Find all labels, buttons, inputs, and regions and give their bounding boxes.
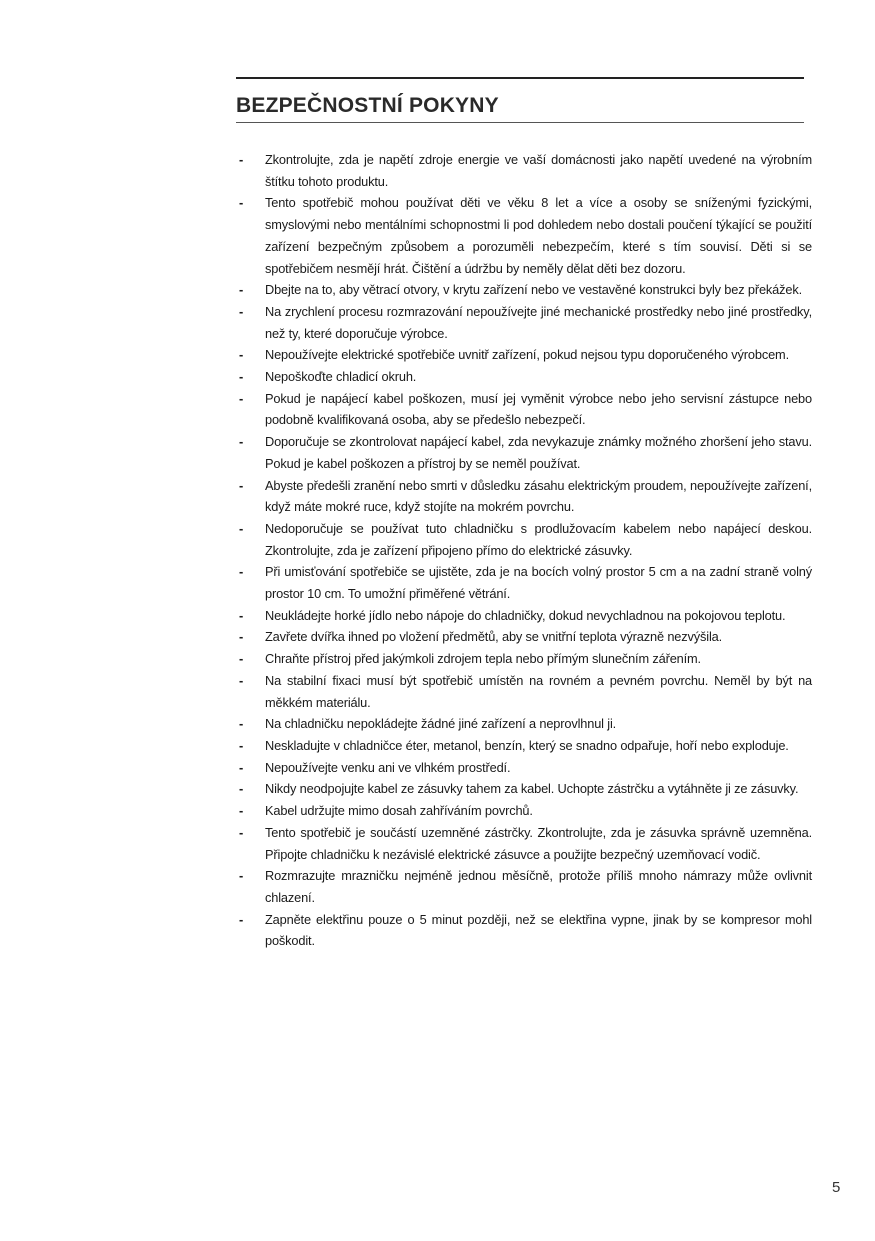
instruction-text: Pokud je napájecí kabel poškozen, musí jej vyměnit výrobce nebo jeho servisní zástupce nebo podobně kvalifikovaná osoba, aby se předešlo nebezpečí. bbox=[265, 390, 812, 428]
instruction-text: Zkontrolujte, zda je napětí zdroje energie ve vaší domácnosti jako napětí uvedené na výrobním štítku tohoto produktu. bbox=[265, 152, 812, 189]
bullet-dash-icon: - bbox=[239, 759, 244, 775]
instruction-text: Chraňte přístroj před jakýmkoli zdrojem tepla nebo přímým slunečním zářením. bbox=[265, 651, 701, 667]
list-item bbox=[236, 149, 812, 192]
instruction-text: Zavřete dvířka ihned po vložení předmětů, aby se vnitřní teplota výrazně nezvýšila. bbox=[265, 629, 723, 645]
list-item bbox=[236, 605, 812, 627]
list-item bbox=[236, 626, 812, 648]
list-item bbox=[236, 475, 812, 518]
bullet-dash-icon: - bbox=[239, 434, 244, 450]
instruction-text: Tento spotřebič mohou používat děti ve věku 8 let a více a osoby se sníženými fyzickými, smyslovými nebo mentálními schopnostmi li pod dohledem nebo dostali poučení týkající se použití zařízení bezpečným způsobem a porozuměli nebezpečím, které s tím souvisí. Děti si se spotřebičem nesmějí hrát. Čištění a údržbu by neměly dělat děti bez dozoru. bbox=[265, 195, 812, 276]
list-item bbox=[236, 518, 812, 561]
bullet-dash-icon: - bbox=[239, 868, 244, 884]
safety-instructions-list bbox=[236, 149, 812, 952]
bullet-dash-icon: - bbox=[239, 347, 244, 363]
bullet-dash-icon: - bbox=[239, 195, 244, 211]
list-item bbox=[236, 670, 812, 713]
bullet-dash-icon: - bbox=[239, 672, 244, 688]
bullet-dash-icon: - bbox=[239, 607, 244, 623]
bullet-dash-icon: - bbox=[239, 737, 244, 753]
instruction-text: Abyste předešli zranění nebo smrti v důsledku zásahu elektrickým proudem, nepoužívejte zařízení, když máte mokré ruce, když stojíte na mokrém povrchu. bbox=[265, 477, 812, 515]
instruction-text: Kabel udržujte mimo dosah zahříváním povrchů. bbox=[265, 803, 533, 819]
bullet-dash-icon: - bbox=[239, 564, 244, 580]
instruction-text: Tento spotřebič je součástí uzemněné zástrčky. Zkontrolujte, zda je zásuvka správně uzemněna. Připojte chladničku k nezávislé elektrické zásuvce a použijte bezpečný uzemňovací vodič. bbox=[265, 824, 812, 862]
instruction-text: Zapněte elektřinu pouze o 5 minut později, než se elektřina vypne, jinak by se kompresor mohl poškodit. bbox=[265, 911, 812, 949]
list-item bbox=[236, 192, 812, 279]
bullet-dash-icon: - bbox=[239, 390, 244, 406]
bullet-dash-icon: - bbox=[239, 369, 244, 385]
bullet-dash-icon: - bbox=[239, 520, 244, 536]
list-item bbox=[236, 713, 812, 735]
bullet-dash-icon: - bbox=[239, 911, 244, 927]
bullet-dash-icon: - bbox=[239, 803, 244, 819]
list-item bbox=[236, 865, 812, 908]
bullet-dash-icon: - bbox=[239, 152, 244, 167]
bullet-dash-icon: - bbox=[239, 781, 244, 797]
page-title: BEZPEČNOSTNÍ POKYNY bbox=[236, 94, 499, 117]
bullet-dash-icon: - bbox=[239, 716, 244, 732]
bullet-dash-icon: - bbox=[239, 629, 244, 645]
bullet-dash-icon: - bbox=[239, 477, 244, 493]
title-underline bbox=[236, 122, 804, 123]
list-item bbox=[236, 344, 812, 366]
list-item bbox=[236, 735, 812, 757]
list-item bbox=[236, 388, 812, 431]
list-item bbox=[236, 366, 812, 388]
instruction-text: Na stabilní fixaci musí být spotřebič umístěn na rovném a pevném povrchu. Neměl by být na měkkém materiálu. bbox=[265, 672, 812, 710]
instruction-text: Na zrychlení procesu rozmrazování nepoužívejte jiné mechanické prostředky nebo jiné prostředky, než ty, které doporučuje výrobce. bbox=[265, 303, 812, 341]
page-number: 5 bbox=[832, 1179, 841, 1196]
list-item bbox=[236, 757, 812, 779]
instruction-text: Nepoužívejte elektrické spotřebiče uvnitř zařízení, pokud nejsou typu doporučeného výrobcem. bbox=[265, 347, 789, 363]
list-item bbox=[236, 800, 812, 822]
bullet-dash-icon: - bbox=[239, 282, 244, 298]
list-item bbox=[236, 561, 812, 604]
instruction-text: Neskladujte v chladničce éter, metanol, benzín, který se snadno odpařuje, hoří nebo exploduje. bbox=[265, 737, 789, 753]
list-item bbox=[236, 909, 812, 952]
instruction-text: Při umisťování spotřebiče se ujistěte, zda je na bocích volný prostor 5 cm a na zadní straně volný prostor 10 cm. To umožní přiměřené větrání. bbox=[265, 564, 812, 602]
instruction-text: Nedoporučuje se používat tuto chladničku s prodlužovacím kabelem nebo napájecí deskou. Zkontrolujte, zda je zařízení připojeno přímo do elektrické zásuvky. bbox=[265, 520, 812, 558]
instruction-text: Rozmrazujte mrazničku nejméně jednou měsíčně, protože příliš mnoho námrazy může ovlivnit chlazení. bbox=[265, 868, 812, 905]
instruction-text: Neukládejte horké jídlo nebo nápoje do chladničky, dokud nevychladnou na pokojovou teplotu. bbox=[265, 607, 786, 623]
bullet-dash-icon: - bbox=[239, 651, 244, 667]
instruction-text: Doporučuje se zkontrolovat napájecí kabel, zda nevykazuje známky možného zhoršení jeho stavu. Pokud je kabel poškozen a přístroj by se neměl používat. bbox=[265, 434, 812, 471]
instruction-text: Nikdy neodpojujte kabel ze zásuvky tahem za kabel. Uchopte zástrčku a vytáhněte ji ze zásuvky. bbox=[265, 781, 799, 797]
bullet-dash-icon: - bbox=[239, 303, 244, 319]
list-item bbox=[236, 279, 812, 301]
list-item bbox=[236, 431, 812, 474]
list-item bbox=[236, 778, 812, 800]
instruction-text: Na chladničku nepokládejte žádné jiné zařízení a neprovlhnul ji. bbox=[265, 716, 617, 732]
instruction-text: Nepoužívejte venku ani ve vlhkém prostředí. bbox=[265, 759, 511, 775]
instruction-text: Dbejte na to, aby větrací otvory, v krytu zařízení nebo ve vestavěné konstrukci byly bez překážek. bbox=[265, 282, 803, 298]
list-item bbox=[236, 648, 812, 670]
list-item bbox=[236, 822, 812, 865]
header-top-rule bbox=[236, 77, 804, 79]
bullet-dash-icon: - bbox=[239, 824, 244, 840]
instruction-text: Nepoškoďte chladicí okruh. bbox=[265, 369, 417, 385]
list-item bbox=[236, 301, 812, 344]
